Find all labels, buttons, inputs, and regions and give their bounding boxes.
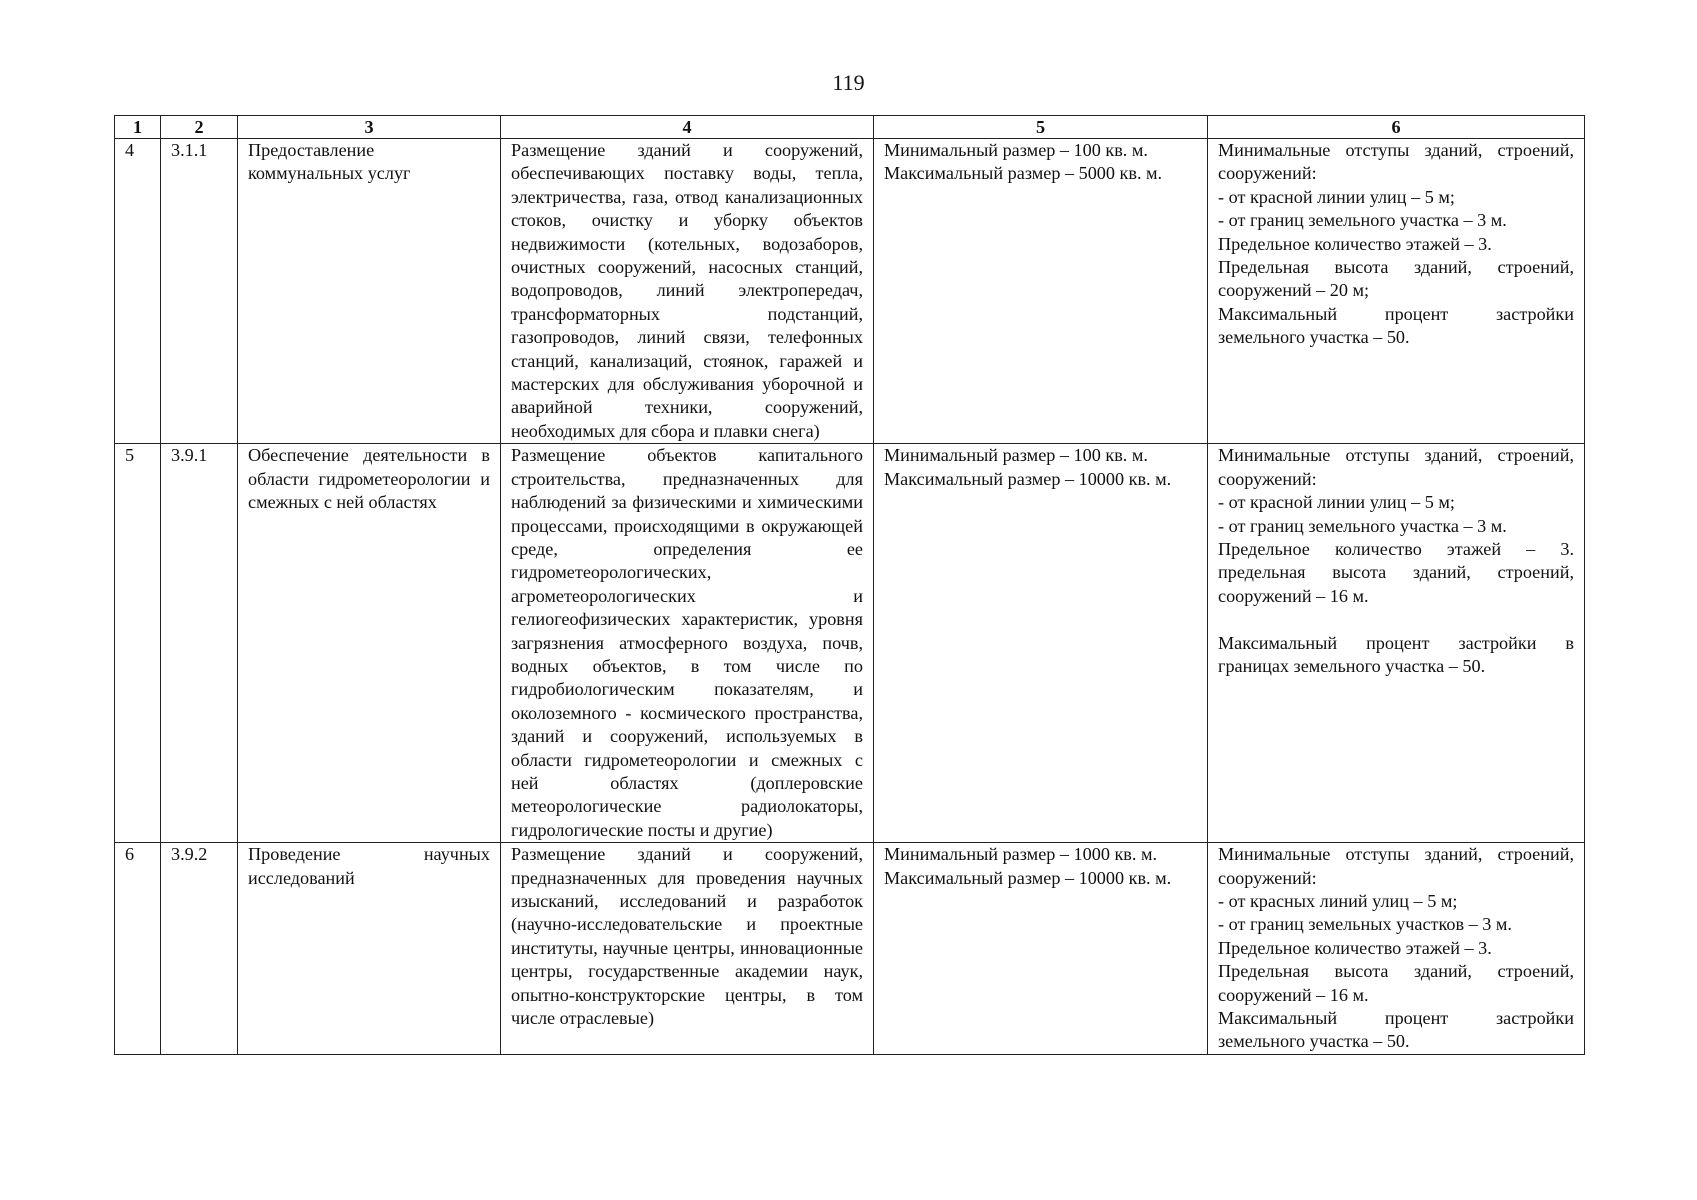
- use-description-text: Размещение зданий и сооружений, обеспечивающих поставку воды, тепла, электричества, газа, отвод канализационных стоков, очистку и уборку объектов недвижимости (котельных, водозаборов, очистных сооружений, насосных станций, водопроводов, линий электропередач, трансформаторных подстанций, газопроводов, линий связи, телефонных станций, канализаций, стоянок, гаражей и мастерских для обслуживания уборочной и аварийной техники, сооружений, необходимых для сбора и плавки снега): [511, 140, 863, 441]
- plot-size-min: Минимальный размер – 1000 кв. м.: [884, 844, 1158, 865]
- use-description: [501, 444, 874, 843]
- plot-size: [874, 444, 1208, 843]
- use-name: [238, 444, 501, 843]
- building-parameters: [1208, 843, 1585, 1055]
- plot-size: [874, 139, 1208, 444]
- header-row: [115, 116, 1585, 139]
- param-coverage: Максимальный процент застройки в границах земельного участка – 50.: [1218, 632, 1574, 676]
- plot-size-max: Максимальный размер – 5000 кв. м.: [884, 163, 1163, 184]
- use-name: [238, 843, 501, 1055]
- use-description-text: Размещение зданий и сооружений, предназначенных для проведения научных изысканий, исследований и разработок (научно-исследовательские и проектные институты, научные центры, инновационные центры, государственные академии наук, опытно-конструкторские центры, в том числе отраслевые): [511, 844, 863, 1029]
- column-header-3: 3: [238, 116, 501, 139]
- param-height: Предельная высота зданий, строений, сооружений – 20 м;: [1218, 257, 1574, 301]
- table-row: [115, 843, 1585, 1055]
- param-setbacks: Минимальные отступы зданий, строений, сооружений:: [1218, 844, 1574, 888]
- use-name: [238, 139, 501, 444]
- plot-size-min: Минимальный размер – 100 кв. м.: [884, 445, 1148, 466]
- use-description-text: Размещение объектов капитального строительства, предназначенных для наблюдений за физическими и химическими процессами, происходящими в окружающей среде, определения ее гидрометеорологических, агрометеорологических и гелиогеофизических характеристик, уровня загрязнения атмосферного воздуха, почв, водных объектов, в том числе по гидробиологическим показателям, и околоземного - космического пространства, зданий и сооружений, используемых в области гидрометеорологии и смежных с ней областях (доплеровские метеорологические радиолокаторы, гидрологические посты и другие): [511, 445, 863, 840]
- param-red-line: - от красной линии улиц – 5 м;: [1218, 186, 1455, 207]
- use-code: 3.1.1: [161, 139, 238, 444]
- plot-size-max: Максимальный размер – 10000 кв. м.: [884, 468, 1172, 489]
- row-number: 6: [115, 843, 161, 1055]
- plot-size-min: Минимальный размер – 100 кв. м.: [884, 140, 1148, 160]
- table-row: [115, 444, 1585, 843]
- use-code: 3.9.2: [161, 843, 238, 1055]
- table-body: [115, 139, 1585, 1055]
- row-number: 5: [115, 444, 161, 843]
- building-parameters: [1208, 139, 1585, 444]
- table-row: [115, 139, 1585, 444]
- param-plot-boundary: - от границ земельного участка – 3 м.: [1218, 210, 1507, 231]
- building-parameters: [1208, 444, 1585, 843]
- use-name-text: Предоставление коммунальных услуг: [248, 140, 411, 184]
- param-red-line: - от красных линий улиц – 5 м;: [1218, 891, 1458, 911]
- use-code: 3.9.1: [161, 444, 238, 843]
- param-red-line: - от красной линии улиц – 5 м;: [1218, 492, 1455, 513]
- plot-size: [874, 843, 1208, 1055]
- use-name-text: Проведение научных исследований: [248, 844, 490, 888]
- plot-size-max: Максимальный размер – 10000 кв. м.: [884, 867, 1172, 888]
- param-height: Предельная высота зданий, строений, сооружений – 16 м.: [1218, 961, 1574, 1005]
- column-header-2: 2: [161, 116, 238, 139]
- column-header-4: 4: [501, 116, 874, 139]
- row-number: 4: [115, 139, 161, 444]
- blank-line: [1218, 608, 1574, 631]
- param-plot-boundary: - от границ земельного участка – 3 м.: [1218, 515, 1507, 536]
- param-coverage: Максимальный процент застройки земельного участка – 50.: [1218, 303, 1574, 348]
- param-setbacks: Минимальные отступы зданий, строений, сооружений:: [1218, 140, 1574, 184]
- use-name-text: Обеспечение деятельности в области гидрометеорологии и смежных с ней областях: [248, 445, 490, 513]
- table-header: [115, 116, 1585, 139]
- param-floors: Предельное количество этажей – 3.: [1218, 233, 1492, 254]
- use-description: [501, 843, 874, 1055]
- param-floors-height: Предельное количество этажей – 3. предельная высота зданий, строений, сооружений – 16 м.: [1218, 538, 1574, 606]
- param-setbacks: Минимальные отступы зданий, строений, сооружений:: [1218, 445, 1574, 489]
- param-plot-boundary: - от границ земельных участков – 3 м.: [1218, 914, 1512, 935]
- param-floors: Предельное количество этажей – 3.: [1218, 937, 1492, 958]
- column-header-5: 5: [874, 116, 1208, 139]
- param-coverage: Максимальный процент застройки земельного участка – 50.: [1218, 1008, 1574, 1052]
- page-number: 119: [832, 70, 865, 95]
- regulations-table: [114, 115, 1585, 1055]
- use-description: [501, 139, 874, 444]
- column-header-1: 1: [115, 116, 161, 139]
- column-header-6: 6: [1208, 116, 1585, 139]
